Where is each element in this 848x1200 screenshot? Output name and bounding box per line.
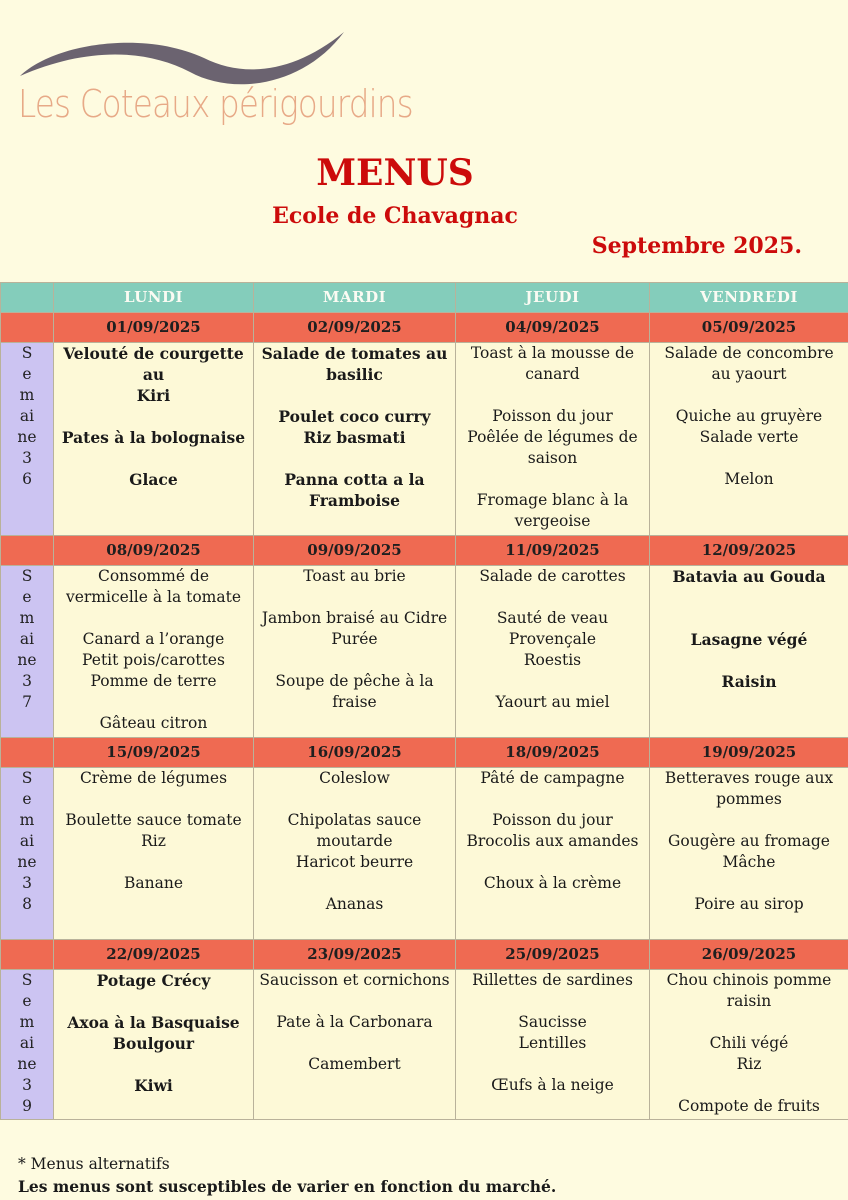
menu-month: Septembre 2025. xyxy=(591,233,802,259)
meal-cell: Salade de concombre au yaourt Quiche au gruyère Salade verte Melon xyxy=(650,343,848,536)
meal-cell: Coleslow Chipolatas sauce moutarde Haricot beurre Ananas xyxy=(254,768,456,940)
meal-cell: Salade de carottes Sauté de veau Provençale Roestis Yaourt au miel xyxy=(456,566,650,738)
menu-table xyxy=(0,282,848,1120)
logo-swoosh-icon xyxy=(14,18,354,88)
date-cell: 08/09/2025 xyxy=(54,536,254,566)
date-row xyxy=(1,536,848,566)
date-row xyxy=(1,940,848,970)
meal-cell: Consommé de vermicelle à la tomate Canard a l’orange Petit pois/carottes Pomme de terre Gâteau citron xyxy=(54,566,254,738)
brand-logo xyxy=(0,0,413,150)
meal-cell: Crème de légumes Boulette sauce tomate Riz Banane xyxy=(54,768,254,940)
meal-cell: Toast à la mousse de canard Poisson du jour Poêlée de légumes de saison Fromage blanc à la vergeoise xyxy=(456,343,650,536)
meal-row xyxy=(1,970,848,1120)
week-label: S e m ai ne 3 8 xyxy=(1,768,54,940)
meal-cell: Pâté de campagne Poisson du jour Brocolis aux amandes Choux à la crème xyxy=(456,768,650,940)
week-label: S e m ai ne 3 7 xyxy=(1,566,54,738)
date-cell: 25/09/2025 xyxy=(456,940,650,970)
date-cell: 19/09/2025 xyxy=(650,738,848,768)
week-label: S e m ai ne 3 9 xyxy=(1,970,54,1120)
meal-cell: Saucisson et cornichons Pate à la Carbonara Camembert xyxy=(254,970,456,1120)
date-cell: 02/09/2025 xyxy=(254,313,456,343)
date-cell: 05/09/2025 xyxy=(650,313,848,343)
date-row xyxy=(1,738,848,768)
market-disclaimer: Les menus sont susceptibles de varier en fonction du marché. xyxy=(18,1177,557,1196)
date-cell: 04/09/2025 xyxy=(456,313,650,343)
date-cell: 12/09/2025 xyxy=(650,536,848,566)
day-header-mardi: MARDI xyxy=(254,283,456,313)
day-header-vendredi: VENDREDI xyxy=(650,283,848,313)
date-cell: 26/09/2025 xyxy=(650,940,848,970)
meal-row xyxy=(1,768,848,940)
date-cell: 09/09/2025 xyxy=(254,536,456,566)
date-cell: 22/09/2025 xyxy=(54,940,254,970)
date-cell: 16/09/2025 xyxy=(254,738,456,768)
meal-cell: Batavia au Gouda Lasagne végé Raisin xyxy=(650,566,848,738)
school-name: Ecole de Chavagnac xyxy=(272,203,518,229)
meal-row xyxy=(1,343,848,536)
date-cell: 23/09/2025 xyxy=(254,940,456,970)
meal-cell: Chou chinois pomme raisin Chili végé Riz Compote de fruits xyxy=(650,970,848,1120)
date-cell: 15/09/2025 xyxy=(54,738,254,768)
meal-cell: Potage Crécy Axoa à la Basquaise Boulgour Kiwi xyxy=(54,970,254,1120)
meal-cell: Toast au brie Jambon braisé au Cidre Purée Soupe de pêche à la fraise xyxy=(254,566,456,738)
meal-row xyxy=(1,566,848,738)
meal-cell: Betteraves rouge aux pommes Gougère au fromage Mâche Poire au sirop xyxy=(650,768,848,940)
alternative-menus-note: * Menus alternatifs xyxy=(18,1155,170,1173)
meal-cell: Rillettes de sardines Saucisse Lentilles Œufs à la neige xyxy=(456,970,650,1120)
day-header-jeudi: JEUDI xyxy=(456,283,650,313)
day-header-row xyxy=(1,283,848,313)
date-row xyxy=(1,313,848,343)
meal-cell: Salade de tomates au basilic Poulet coco curry Riz basmati Panna cotta a la Framboise xyxy=(254,343,456,536)
page-title: MENUS xyxy=(316,152,474,194)
meal-cell: Velouté de courgette au Kiri Pates à la bolognaise Glace xyxy=(54,343,254,536)
header-corner xyxy=(1,283,54,313)
logo-text: Les Coteaux périgourdins xyxy=(18,82,413,126)
date-cell: 18/09/2025 xyxy=(456,738,650,768)
day-header-lundi: LUNDI xyxy=(54,283,254,313)
date-cell: 11/09/2025 xyxy=(456,536,650,566)
week-label: S e m ai ne 3 6 xyxy=(1,343,54,536)
date-cell: 01/09/2025 xyxy=(54,313,254,343)
